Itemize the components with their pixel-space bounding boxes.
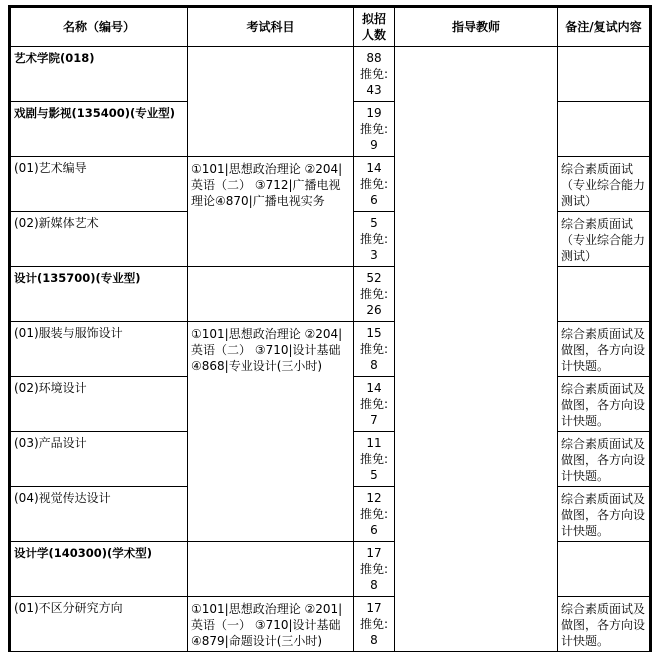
row-count <box>354 157 395 212</box>
count-value: 88 <box>366 51 382 65</box>
count-value: 17 <box>366 546 382 560</box>
row-exam: ①101|思想政治理论 ②204|英语（二） ③712|广播电视理论④870|广播电视实务 <box>188 157 354 267</box>
row-count <box>354 377 395 432</box>
count-value: 14 <box>366 161 382 175</box>
row-exam: ①101|思想政治理论 ②204|英语（二） ③710|设计基础④868|专业设计(三小时) <box>188 322 354 542</box>
admissions-table-sheet <box>8 5 652 652</box>
row-count <box>354 432 395 487</box>
exempt-label: 推免: <box>359 397 389 411</box>
row-note: 综合素质面试及做图，各方向设计快题。 <box>558 377 651 432</box>
row-count <box>354 212 395 267</box>
header-teacher: 指导教师 <box>395 7 558 47</box>
count-value: 5 <box>370 216 378 230</box>
exempt-value: 8 <box>370 633 378 647</box>
row-name: 设计(135700)(专业型) <box>10 267 188 322</box>
count-value: 15 <box>366 326 382 340</box>
count-value: 52 <box>366 271 382 285</box>
row-name: (01)不区分研究方向 <box>10 597 188 652</box>
count-value: 17 <box>366 601 382 615</box>
count-value: 19 <box>366 106 382 120</box>
exempt-label: 推免: <box>359 177 389 191</box>
count-value: 11 <box>366 436 382 450</box>
exempt-label: 推免: <box>359 452 389 466</box>
row-count <box>354 322 395 377</box>
exempt-label: 推免: <box>359 122 389 136</box>
header-note: 备注/复试内容 <box>558 7 651 47</box>
header-count <box>354 7 395 47</box>
exempt-label: 推免: <box>359 287 389 301</box>
exempt-label: 推免: <box>359 562 389 576</box>
count-value: 12 <box>366 491 382 505</box>
row-count <box>354 542 395 597</box>
exempt-value: 3 <box>370 248 378 262</box>
row-name: 艺术学院(018) <box>10 47 188 102</box>
exempt-value: 6 <box>370 193 378 207</box>
header-count-line2: 人数 <box>361 28 386 42</box>
exempt-value: 7 <box>370 413 378 427</box>
row-name: (02)新媒体艺术 <box>10 212 188 267</box>
row-note: 综合素质面试及做图，各方向设计快题。 <box>558 487 651 542</box>
row-count <box>354 102 395 157</box>
row-exam <box>188 47 354 157</box>
exempt-label: 推免: <box>359 232 389 246</box>
exempt-value: 6 <box>370 523 378 537</box>
row-name: (02)环境设计 <box>10 377 188 432</box>
row-name: 设计学(140300)(学术型) <box>10 542 188 597</box>
teacher-cell <box>395 47 558 652</box>
exempt-value: 8 <box>370 358 378 372</box>
exempt-label: 推免: <box>359 67 389 81</box>
row-note <box>558 542 651 597</box>
row-name: (03)产品设计 <box>10 432 188 487</box>
row-note <box>558 102 651 157</box>
row-exam <box>188 542 354 597</box>
admissions-table <box>8 5 652 652</box>
row-name: (01)服装与服饰设计 <box>10 322 188 377</box>
row-name: (04)视觉传达设计 <box>10 487 188 542</box>
row-note: 综合素质面试及做图，各方向设计快题。 <box>558 432 651 487</box>
row-note <box>558 267 651 322</box>
row-exam <box>188 267 354 322</box>
exempt-label: 推免: <box>359 342 389 356</box>
header-name: 名称（编号） <box>10 7 188 47</box>
row-name: (01)艺术编导 <box>10 157 188 212</box>
row-note: 综合素质面试及做图，各方向设计快题。 <box>558 322 651 377</box>
header-row <box>10 7 651 47</box>
exempt-label: 推免: <box>359 617 389 631</box>
count-value: 14 <box>366 381 382 395</box>
row-note: 综合素质面试（专业综合能力测试） <box>558 157 651 212</box>
row-note <box>558 47 651 102</box>
row-note: 综合素质面试（专业综合能力测试） <box>558 212 651 267</box>
table-row <box>10 47 651 102</box>
row-name: 戏剧与影视(135400)(专业型) <box>10 102 188 157</box>
row-count <box>354 487 395 542</box>
exempt-label: 推免: <box>359 507 389 521</box>
exempt-value: 26 <box>366 303 382 317</box>
exempt-value: 43 <box>366 83 382 97</box>
header-count-line1: 拟招 <box>361 12 386 26</box>
exempt-value: 8 <box>370 578 378 592</box>
row-note: 综合素质面试及做图，各方向设计快题。 <box>558 597 651 652</box>
exempt-value: 5 <box>370 468 378 482</box>
header-exam: 考试科目 <box>188 7 354 47</box>
row-exam: ①101|思想政治理论 ②201|英语（一） ③710|设计基础④879|命题设计(三小时) <box>188 597 354 652</box>
row-count <box>354 47 395 102</box>
row-count <box>354 597 395 652</box>
exempt-value: 9 <box>370 138 378 152</box>
row-count <box>354 267 395 322</box>
